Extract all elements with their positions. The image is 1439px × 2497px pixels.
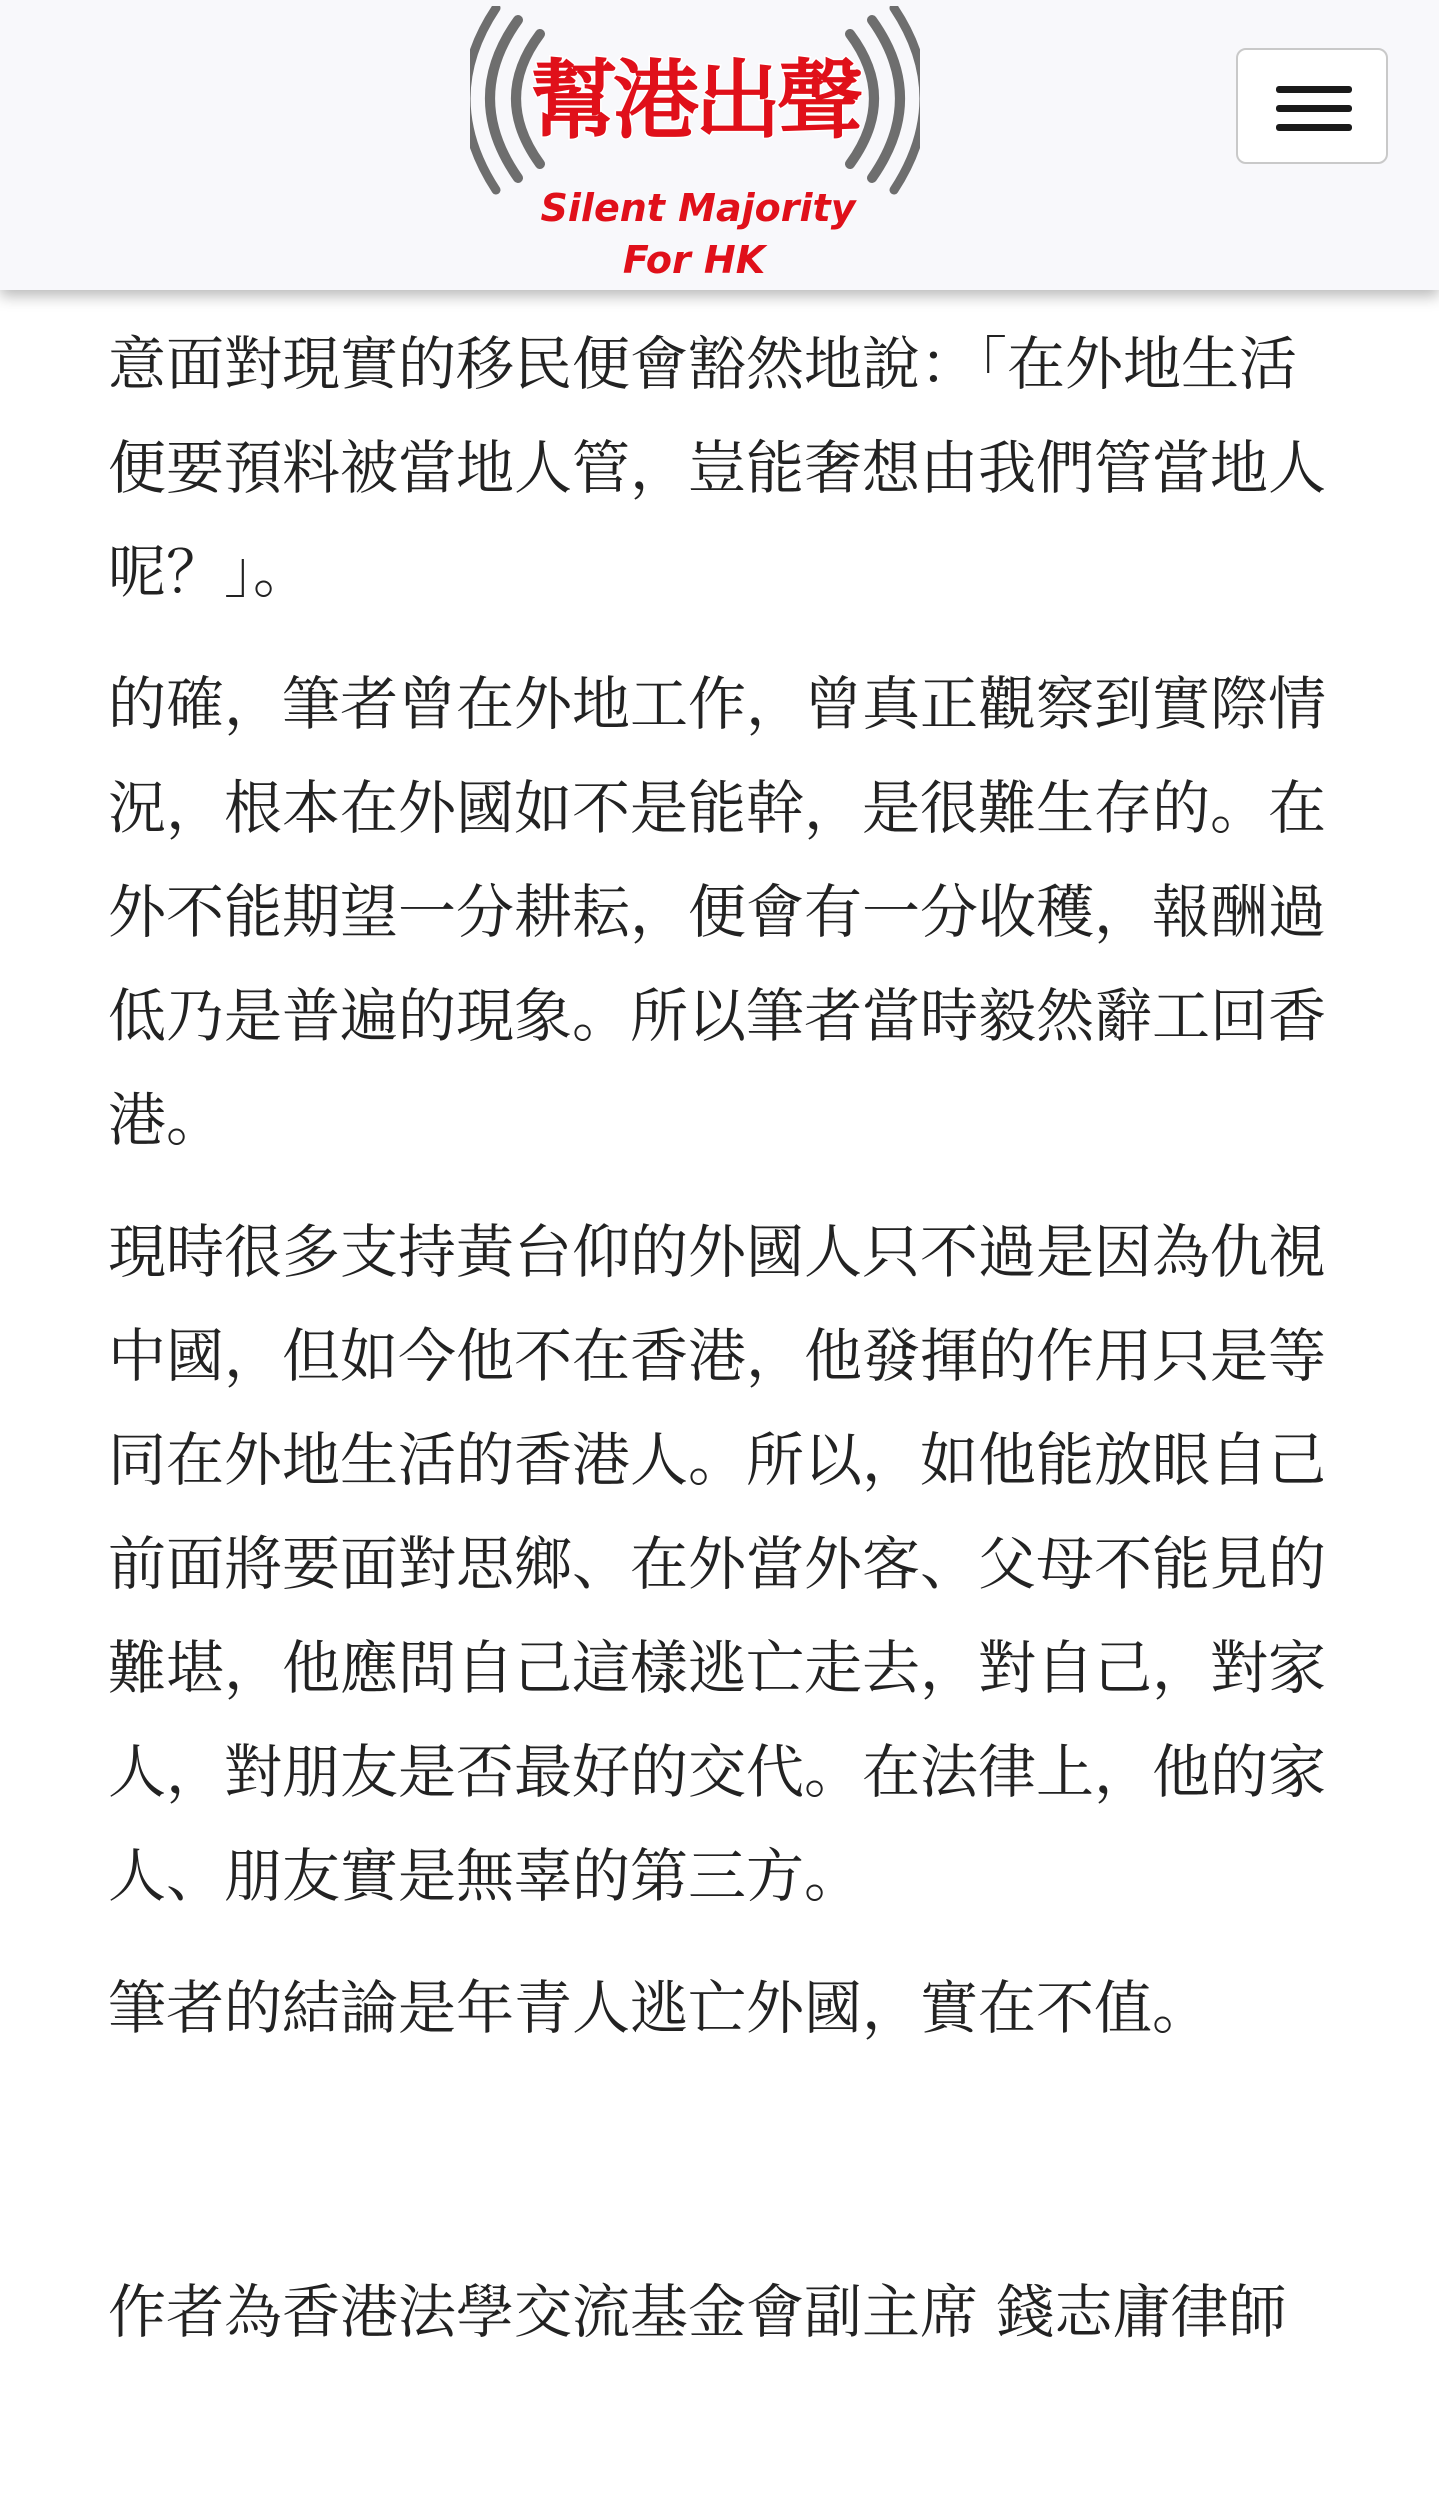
article-paragraph-1: 意面對現實的移民便會豁然地說：「在外地生活便要預料被當地人管，豈能奢想由我們管當地人呢？」。 [108,330,1327,606]
hamburger-bar-top [1276,86,1352,93]
article-paragraph-2: 的確，筆者曾在外地工作，曾真正觀察到實際情況，根本在外國如不是能幹，是很難生存的。在外不能期望一分耕耘，便會有一分收穫，報酬過低乃是普遍的現象。所以筆者當時毅然辭工回香港。 [108,670,1327,1154]
site-header [0,0,1439,290]
article-paragraph-3: 現時很多支持黃台仰的外國人只不過是因為仇視中國，但如今他不在香港，他發揮的作用只是等同在外地生活的香港人。所以，如他能放眼自己前面將要面對思鄉、在外當外客、父母不能見的難堪，他應問自己這樣逃亡走去，對自己，對家人，對朋友是否最好的交代。在法律上，他的家人、朋友實是無辜的第三方。 [108,1218,1327,1910]
article-body [108,290,1348,2364]
site-logo[interactable] [470,6,920,284]
author-credit: 作者為香港法學交流基金會副主席 錢志庸律師 [108,2278,1287,2346]
logo-graphic [470,6,920,284]
logo-subtitle-line2: For HK [622,238,766,282]
menu-toggle-button[interactable] [1236,48,1388,164]
logo-subtitle-line1: Silent Majority [540,186,856,230]
hamburger-bar-middle [1276,105,1352,112]
logo-wordmark: 幫港出聲 [531,51,859,151]
article-paragraph-4: 筆者的結論是年青人逃亡外國，實在不值。 [108,1974,1211,2042]
hamburger-bar-bottom [1276,124,1352,131]
